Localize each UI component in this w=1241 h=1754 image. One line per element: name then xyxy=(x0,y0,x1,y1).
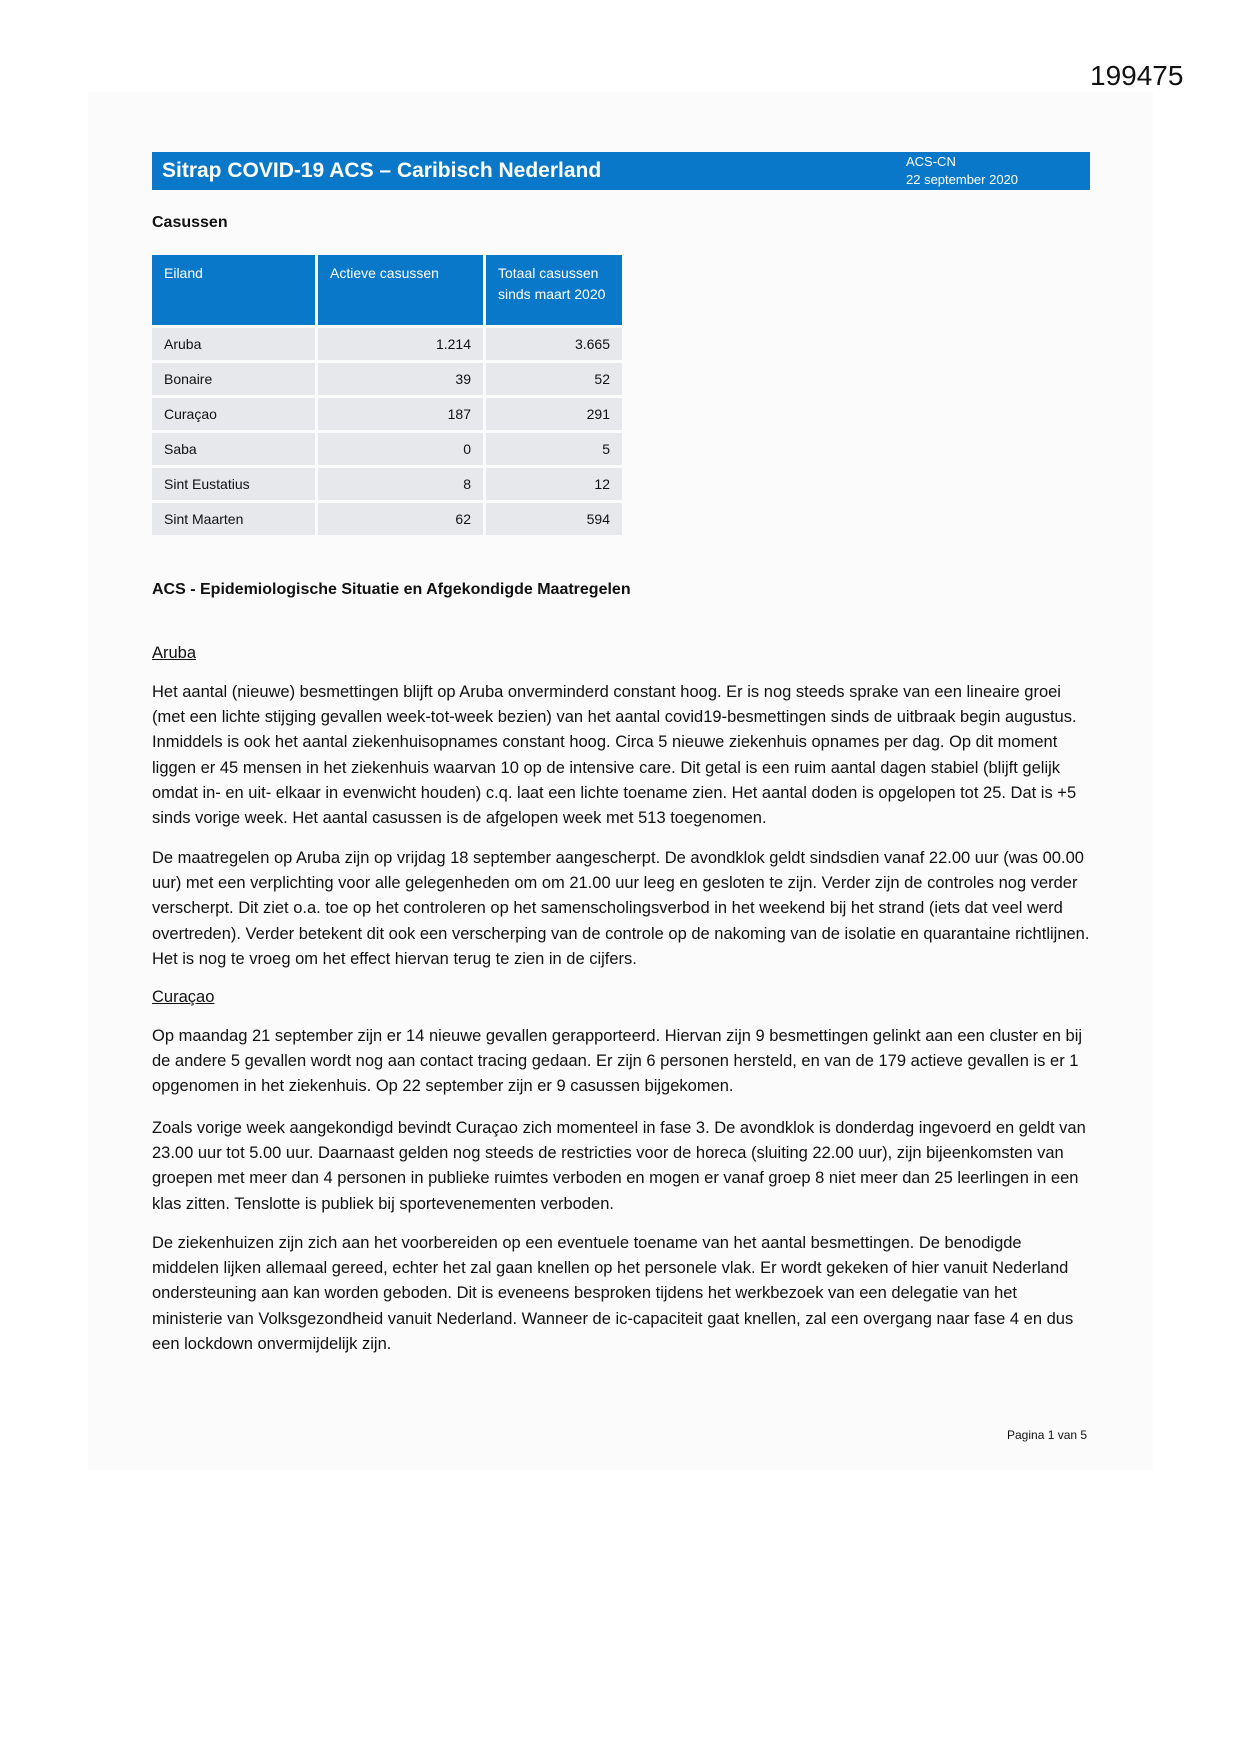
island-cell: Curaçao xyxy=(152,398,315,430)
table-row xyxy=(152,433,622,465)
cases-table xyxy=(149,252,625,538)
header-banner xyxy=(152,152,1090,190)
total-cell: 291 xyxy=(486,398,622,430)
table-row xyxy=(152,468,622,500)
active-cell: 0 xyxy=(318,433,483,465)
total-cell: 5 xyxy=(486,433,622,465)
table-row xyxy=(152,503,622,535)
column-header-active: Actieve casussen xyxy=(318,255,483,325)
report-date: 22 september 2020 xyxy=(906,172,1019,187)
table-row xyxy=(152,363,622,395)
curacao-paragraph-2 xyxy=(152,1116,1092,1217)
document-id: 199475 xyxy=(1090,60,1184,91)
island-cell: Saba xyxy=(152,433,315,465)
table-row xyxy=(152,328,622,360)
aruba-paragraph-2 xyxy=(152,846,1092,972)
paragraph-text: Zoals vorige week aangekondigd bevindt Curaçao zich momenteel in fase 3. De avondklok is donderdag ingevoerd en geldt van 23.00 uur tot 5.00 uur. Daarnaast gelden nog steeds de restricties voor de horeca (sluiting 22.00 uur), zijn bijeenkomsten van groepen met meer dan 4 personen in publieke ruimtes verboden en mogen er vanaf groep 8 niet meer dan 25 leerlingen in een klas zitten. Tenslotte is publiek bij sportevenementen verboden. xyxy=(152,1119,1086,1213)
page-number: Pagina 1 van 5 xyxy=(1007,1428,1088,1442)
aruba-section xyxy=(152,644,1092,663)
total-cell: 3.665 xyxy=(486,328,622,360)
island-cell: Bonaire xyxy=(152,363,315,395)
curacao-paragraph-3 xyxy=(152,1231,1092,1357)
curacao-section xyxy=(152,988,1092,1007)
paragraph-text: Het aantal (nieuwe) besmettingen blijft op Aruba onverminderd constant hoog. Er is nog steeds sprake van een lineaire groei (met een lichte stijging gevallen week-tot-week bezien) van het aantal covid19-besmettingen sinds de uitbraak begin augustus. Inmiddels is ook het aantal ziekenhuisopnames constant hoog. Circa 5 nieuwe ziekenhuis opnames per dag. Op dit moment liggen er 45 mensen in het ziekenhuis waarvan 10 op de intensive care. Dit getal is een ruim aantal dagen stabiel (blijft gelijk omdat in- en uit- elkaar in evenwicht houden) c.q. laat een lichte toename zien. Het aantal doden is opgelopen tot 25. Dat is +5 sinds vorige week. Het aantal casussen is de afgelopen week met 513 toegenomen. xyxy=(152,683,1077,828)
active-cell: 39 xyxy=(318,363,483,395)
island-cell: Sint Eustatius xyxy=(152,468,315,500)
total-cell: 52 xyxy=(486,363,622,395)
aruba-subheading: Aruba xyxy=(152,644,197,662)
active-cell: 62 xyxy=(318,503,483,535)
report-title: Sitrap COVID-19 ACS – Caribisch Nederland xyxy=(162,159,602,182)
report-code: ACS-CN xyxy=(906,154,956,169)
island-cell: Aruba xyxy=(152,328,315,360)
paragraph-text: De ziekenhuizen zijn zich aan het voorbereiden op een eventuele toename van het aantal besmettingen. De benodigde middelen lijken allemaal gereed, echter het zal gaan knellen op het personele vlak. Er wordt gekeken of hier vanuit Nederland ondersteuning aan kan worden geboden. Dit is eveneens besproken tijdens het werkbezoek van een delegatie van het ministerie van Volksgezondheid vanuit Nederland. Wanneer de ic-capaciteit gaat knellen, zal een overgang naar fase 4 en dus een lockdown onvermijdelijk zijn. xyxy=(152,1234,1074,1353)
island-cell: Sint Maarten xyxy=(152,503,315,535)
total-cell: 594 xyxy=(486,503,622,535)
column-header-island: Eiland xyxy=(152,255,315,325)
table-header-row xyxy=(152,255,622,325)
report-meta xyxy=(906,153,1018,189)
column-header-total: Totaal casussen sinds maart 2020 xyxy=(486,255,622,325)
total-cell: 12 xyxy=(486,468,622,500)
curacao-paragraph-1 xyxy=(152,1024,1092,1100)
active-cell: 8 xyxy=(318,468,483,500)
paragraph-text: Op maandag 21 september zijn er 14 nieuwe gevallen gerapporteerd. Hiervan zijn 9 besmettingen gelinkt aan een cluster en bij de andere 5 gevallen wordt nog aan contact tracing gedaan. Er zijn 6 personen hersteld, en van de 179 actieve gevallen is er 1 opgenomen in het ziekenhuis. Op 22 september zijn er 9 casussen bijgekomen. xyxy=(152,1027,1083,1096)
cases-heading: Casussen xyxy=(152,214,228,231)
active-cell: 1.214 xyxy=(318,328,483,360)
table-row xyxy=(152,398,622,430)
aruba-paragraph-1 xyxy=(152,680,1092,831)
curacao-subheading: Curaçao xyxy=(152,988,215,1006)
active-cell: 187 xyxy=(318,398,483,430)
paragraph-text: De maatregelen op Aruba zijn op vrijdag 18 september aangescherpt. De avondklok geldt sindsdien vanaf 22.00 uur (was 00.00 uur) met een verplichting voor alle gelegenheden om om 21.00 uur leeg en gesloten te zijn. Verder zijn de controles nog verder verscherpt. Dit ziet o.a. toe op het controleren op het samenscholingsverbod in het weekend bij het strand (iets dat veel werd overtreden). Verder betekent dit ook een verscherping van de controle op de nakoming van de isolatie en quarantaine richtlijnen. Het is nog te vroeg om het effect hiervan terug te zien in de cijfers. xyxy=(152,849,1090,968)
situation-heading: ACS - Epidemiologische Situatie en Afgekondigde Maatregelen xyxy=(152,581,631,598)
